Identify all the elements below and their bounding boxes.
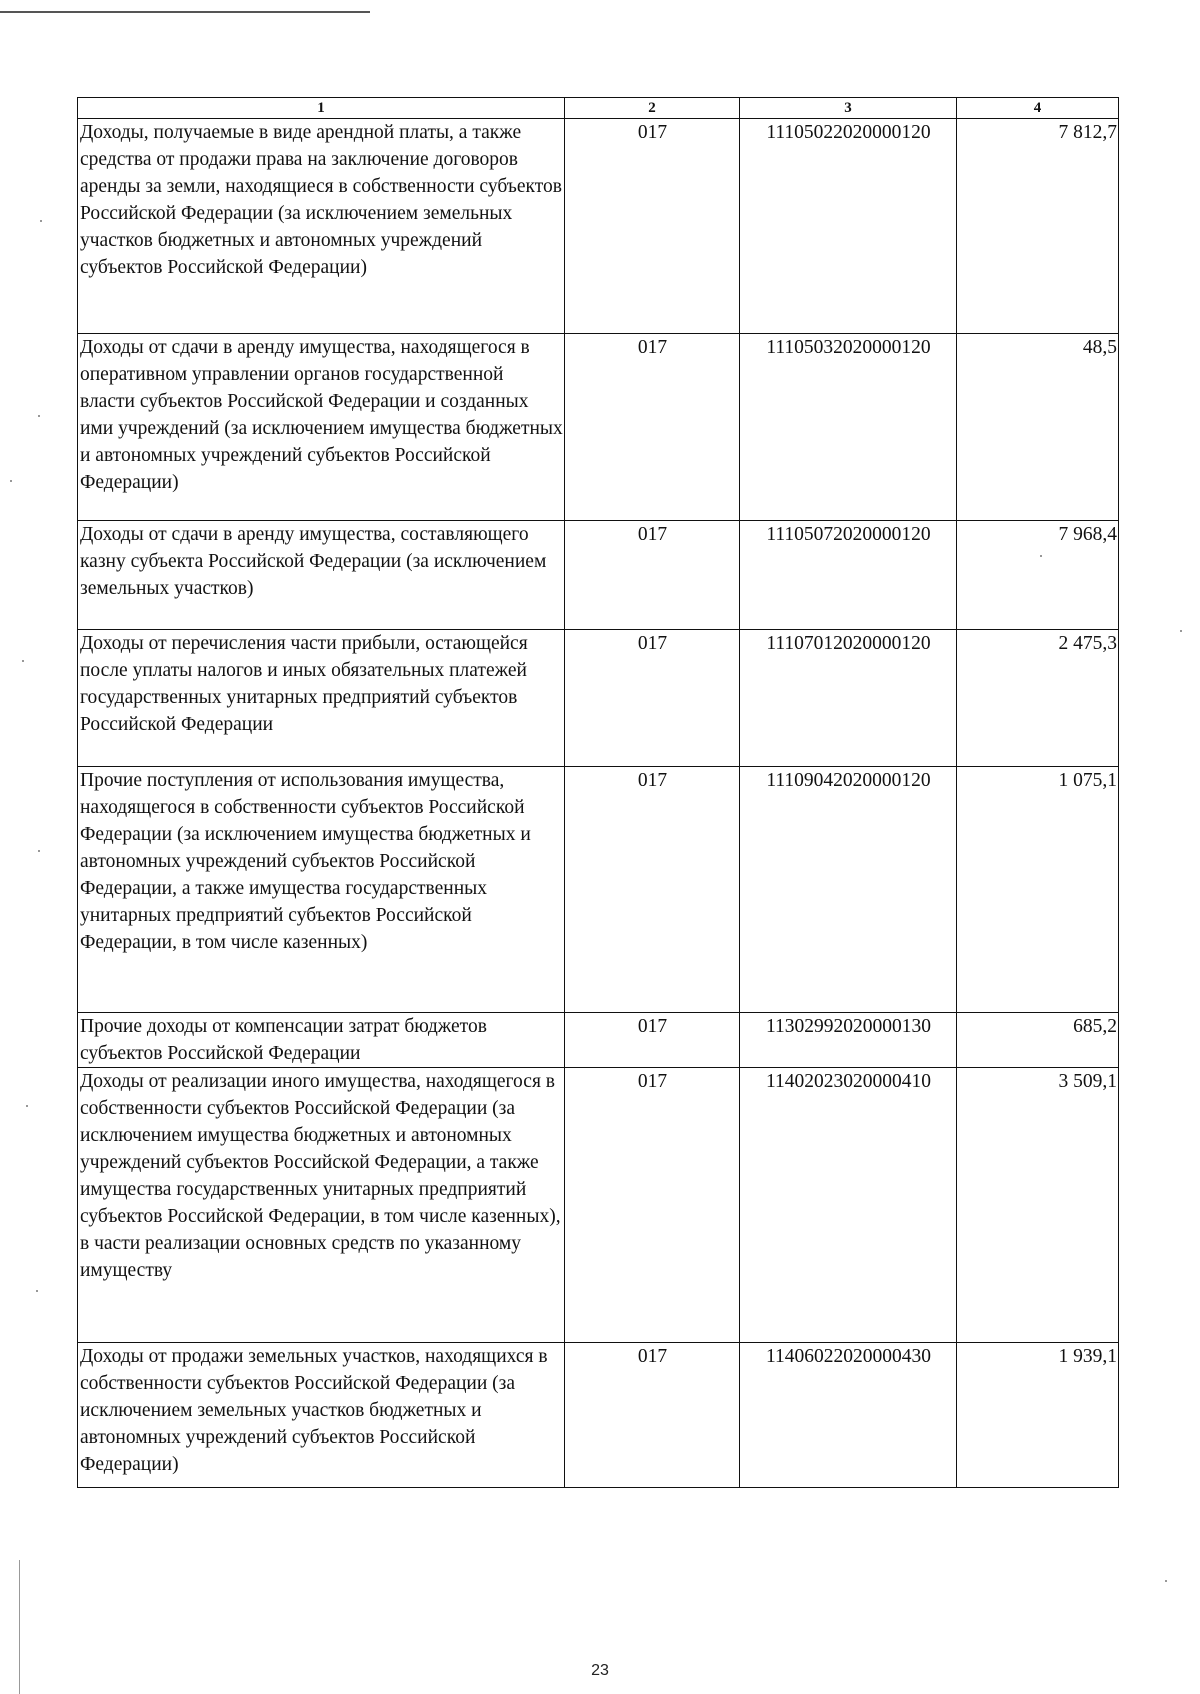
column-header: 1 [78,98,565,119]
revenue-name-cell: Доходы от реализации иного имущества, находящегося в собственности субъектов Российской Федерации (за исключением имущества бюджетных и автономных учреждений субъектов Российской Федерации, а также имущества государственных унитарных предприятий субъектов Российской Федерации, в том числе казенных), в части реализации основных средств по указанному имуществу [78,1068,565,1343]
budget-revenue-table [77,97,1119,1488]
scan-speck [40,220,42,222]
scan-speck [1165,1580,1167,1582]
scan-speck [38,415,40,417]
admin-code-cell: 017 [565,334,740,521]
revenue-name-cell: Доходы от сдачи в аренду имущества, находящегося в оперативном управлении органов государственной власти субъектов Российской Федерации и созданных ими учреждений (за исключением имущества бюджетных и автономных учреждений субъектов Российской Федерации) [78,334,565,521]
admin-code-cell: 017 [565,767,740,1013]
table-row [78,119,1119,334]
revenue-name-cell: Доходы от перечисления части прибыли, остающейся после уплаты налогов и иных обязательных платежей государственных унитарных предприятий субъектов Российской Федерации [78,630,565,767]
revenue-name-cell: Доходы от сдачи в аренду имущества, составляющего казну субъекта Российской Федерации (за исключением земельных участков) [78,521,565,630]
column-header: 2 [565,98,740,119]
amount-cell: 685,2 [957,1013,1119,1068]
amount-cell: 1 939,1 [957,1343,1119,1488]
column-header: 4 [957,98,1119,119]
budget-code-cell: 11105022020000120 [740,119,957,334]
table-row [78,767,1119,1013]
amount-cell: 3 509,1 [957,1068,1119,1343]
table-row [78,1343,1119,1488]
scan-speck [36,1290,38,1292]
amount-cell: 48,5 [957,334,1119,521]
amount-cell: 1 075,1 [957,767,1119,1013]
scan-speck [22,660,24,662]
revenue-name-cell: Доходы, получаемые в виде арендной платы, а также средства от продажи права на заключение договоров аренды за земли, находящиеся в собственности субъектов Российской Федерации (за исключением земельных участков бюджетных и автономных учреждений субъектов Российской Федерации) [78,119,565,334]
admin-code-cell: 017 [565,119,740,334]
table-row [78,1068,1119,1343]
table-row [78,630,1119,767]
revenue-name-cell: Прочие доходы от компенсации затрат бюджетов субъектов Российской Федерации [78,1013,565,1068]
scan-speck [10,480,12,482]
scan-speck [38,850,40,852]
revenue-name-cell: Прочие поступления от использования имущества, находящегося в собственности субъектов Российской Федерации (за исключением имущества бюджетных и автономных учреждений субъектов Российской Федерации, а также имущества государственных унитарных предприятий субъектов Российской Федерации, в том числе казенных) [78,767,565,1013]
table-row [78,1013,1119,1068]
scan-speck [1180,630,1182,632]
budget-code-cell: 11105072020000120 [740,521,957,630]
amount-cell: 7 968,4 [957,521,1119,630]
amount-cell: 7 812,7 [957,119,1119,334]
scan-speck [26,1105,28,1107]
admin-code-cell: 017 [565,630,740,767]
admin-code-cell: 017 [565,1013,740,1068]
scan-artifact-line [0,11,370,13]
column-header: 3 [740,98,957,119]
amount-cell: 2 475,3 [957,630,1119,767]
admin-code-cell: 017 [565,521,740,630]
budget-code-cell: 11105032020000120 [740,334,957,521]
budget-code-cell: 11107012020000120 [740,630,957,767]
budget-code-cell: 11402023020000410 [740,1068,957,1343]
table-row [78,334,1119,521]
budget-code-cell: 11109042020000120 [740,767,957,1013]
page-number: 23 [591,1662,609,1679]
table-row [78,521,1119,630]
budget-code-cell: 11406022020000430 [740,1343,957,1488]
revenue-name-cell: Доходы от продажи земельных участков, находящихся в собственности субъектов Российской Федерации (за исключением земельных участков бюджетных и автономных учреждений субъектов Российской Федерации) [78,1343,565,1488]
budget-code-cell: 11302992020000130 [740,1013,957,1068]
table-header-row [78,98,1119,119]
admin-code-cell: 017 [565,1068,740,1343]
admin-code-cell: 017 [565,1343,740,1488]
